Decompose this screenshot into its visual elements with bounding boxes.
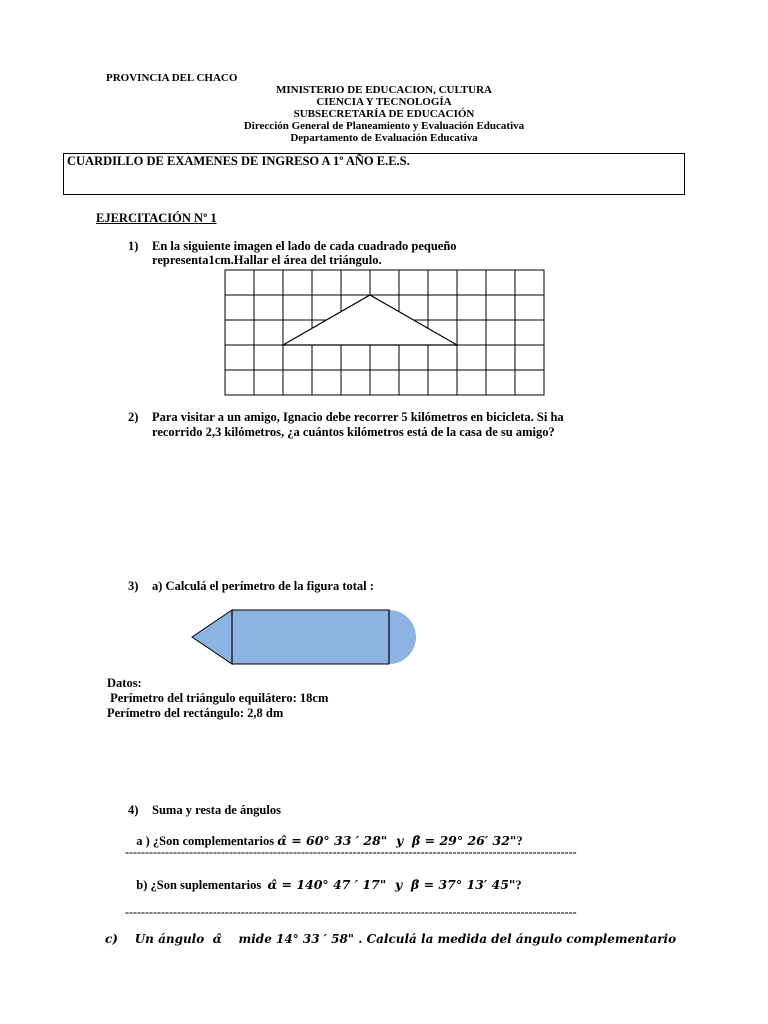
grid-cell [254,345,283,370]
grid-cell [254,320,283,345]
q4b-suffix: ? [515,878,522,892]
q4a-math: α̂ = 60° 33 ′ 28" y β̂ = 29° 26′ 32" [277,833,517,848]
q3-composite-figure [190,608,430,668]
section-title: EJERCITACIÓN Nº 1 [96,211,217,225]
grid-cell [370,370,399,395]
province-name: PROVINCIA DEL CHACO [106,72,238,84]
grid-cell [399,370,428,395]
q4b-prefix: b) ¿Son suplementarios [136,878,268,892]
grid-cell [457,370,486,395]
grid-cell [312,345,341,370]
q1-grid-figure [224,269,546,397]
grid-cell [515,370,544,395]
grid-cell [254,295,283,320]
grid-cell [283,295,312,320]
grid-cell [225,345,254,370]
grid-cell [428,295,457,320]
q1-number: 1) [128,239,139,253]
q4a-prefix: a ) ¿Son complementarios [136,834,278,848]
q3-dato-triangle: Perímetro del triángulo equilátero: 18cm [107,691,329,705]
grid-cell [515,345,544,370]
grid-cell [486,370,515,395]
grid-cell [370,345,399,370]
grid-cell [341,270,370,295]
grid-cell [254,270,283,295]
grid-cell [283,270,312,295]
grid-cell [428,270,457,295]
grid-cell [399,270,428,295]
grid-cell [486,295,515,320]
q4c-line: c) Un ángulo α̂ mide 14° 33 ′ 58" . Calculá la medida del ángulo complementario [105,932,677,946]
q4-number: 4) [128,803,139,817]
grid-cell [283,345,312,370]
grid-cell [486,270,515,295]
grid-cell [486,345,515,370]
grid-cell [370,270,399,295]
q1-line2: representa1cm.Hallar el área del triángulo. [152,253,382,267]
grid-cell [457,295,486,320]
figure-rectangle [232,610,389,664]
grid-cell [399,345,428,370]
grid-cell [515,270,544,295]
figure-semicircle [389,610,416,664]
q3-line1: a) Calculá el perímetro de la figura total : [152,579,374,593]
grid-cell [312,370,341,395]
grid-cell [254,370,283,395]
figure-triangle [192,610,232,664]
grid-cell [457,320,486,345]
grid-cell [515,320,544,345]
q3-datos-title: Datos: [107,676,142,690]
grid-cell [486,320,515,345]
grid-cell [225,370,254,395]
grid-cell [341,370,370,395]
separator-line-2: ----------------------------------------------------------------------------------------------------------------- [125,905,577,919]
grid-cell [312,270,341,295]
grid-cell [225,295,254,320]
subsecretaria-line: SUBSECRETARÍA DE EDUCACIÓN [293,108,475,120]
q3-dato-rectangle: Perímetro del rectángulo: 2,8 dm [107,706,284,720]
q4b-math: α̂ = 140° 47 ′ 17" y β̂ = 37° 13′ 45" [267,877,516,892]
grid-cell [457,270,486,295]
grid-cell [457,345,486,370]
grid-cell [283,370,312,395]
direccion-line: Dirección General de Planeamiento y Evaluación Educativa [243,120,525,132]
q1-line1: En la siguiente imagen el lado de cada cuadrado pequeño [152,239,457,253]
title-box-text: CUARDILLO DE EXAMENES DE INGRESO A 1º AÑO E.E.S. [67,154,410,168]
departamento-line: Departamento de Evaluación Educativa [290,132,478,144]
grid-cell [428,345,457,370]
grid-cell [515,295,544,320]
separator-line-1: ----------------------------------------------------------------------------------------------------------------- [125,845,577,859]
q2-line2: recorrido 2,3 kilómetros, ¿a cuántos kilómetros está de la casa de su amigo? [152,425,555,439]
grid-cell [341,345,370,370]
ministry-name: MINISTERIO DE EDUCACION, CULTURA [276,84,492,96]
science-line: CIENCIA Y TECNOLOGÍA [316,96,452,108]
q2-number: 2) [128,410,139,424]
q4-title: Suma y resta de ángulos [152,803,281,817]
grid-cell [428,370,457,395]
grid-cell [225,270,254,295]
q2-line1: Para visitar a un amigo, Ignacio debe recorrer 5 kilómetros en bicicleta. Si ha [152,410,564,424]
q4b-line [130,862,522,893]
q4a-suffix: ? [516,834,523,848]
grid-cell [225,320,254,345]
q3-number: 3) [128,579,139,593]
